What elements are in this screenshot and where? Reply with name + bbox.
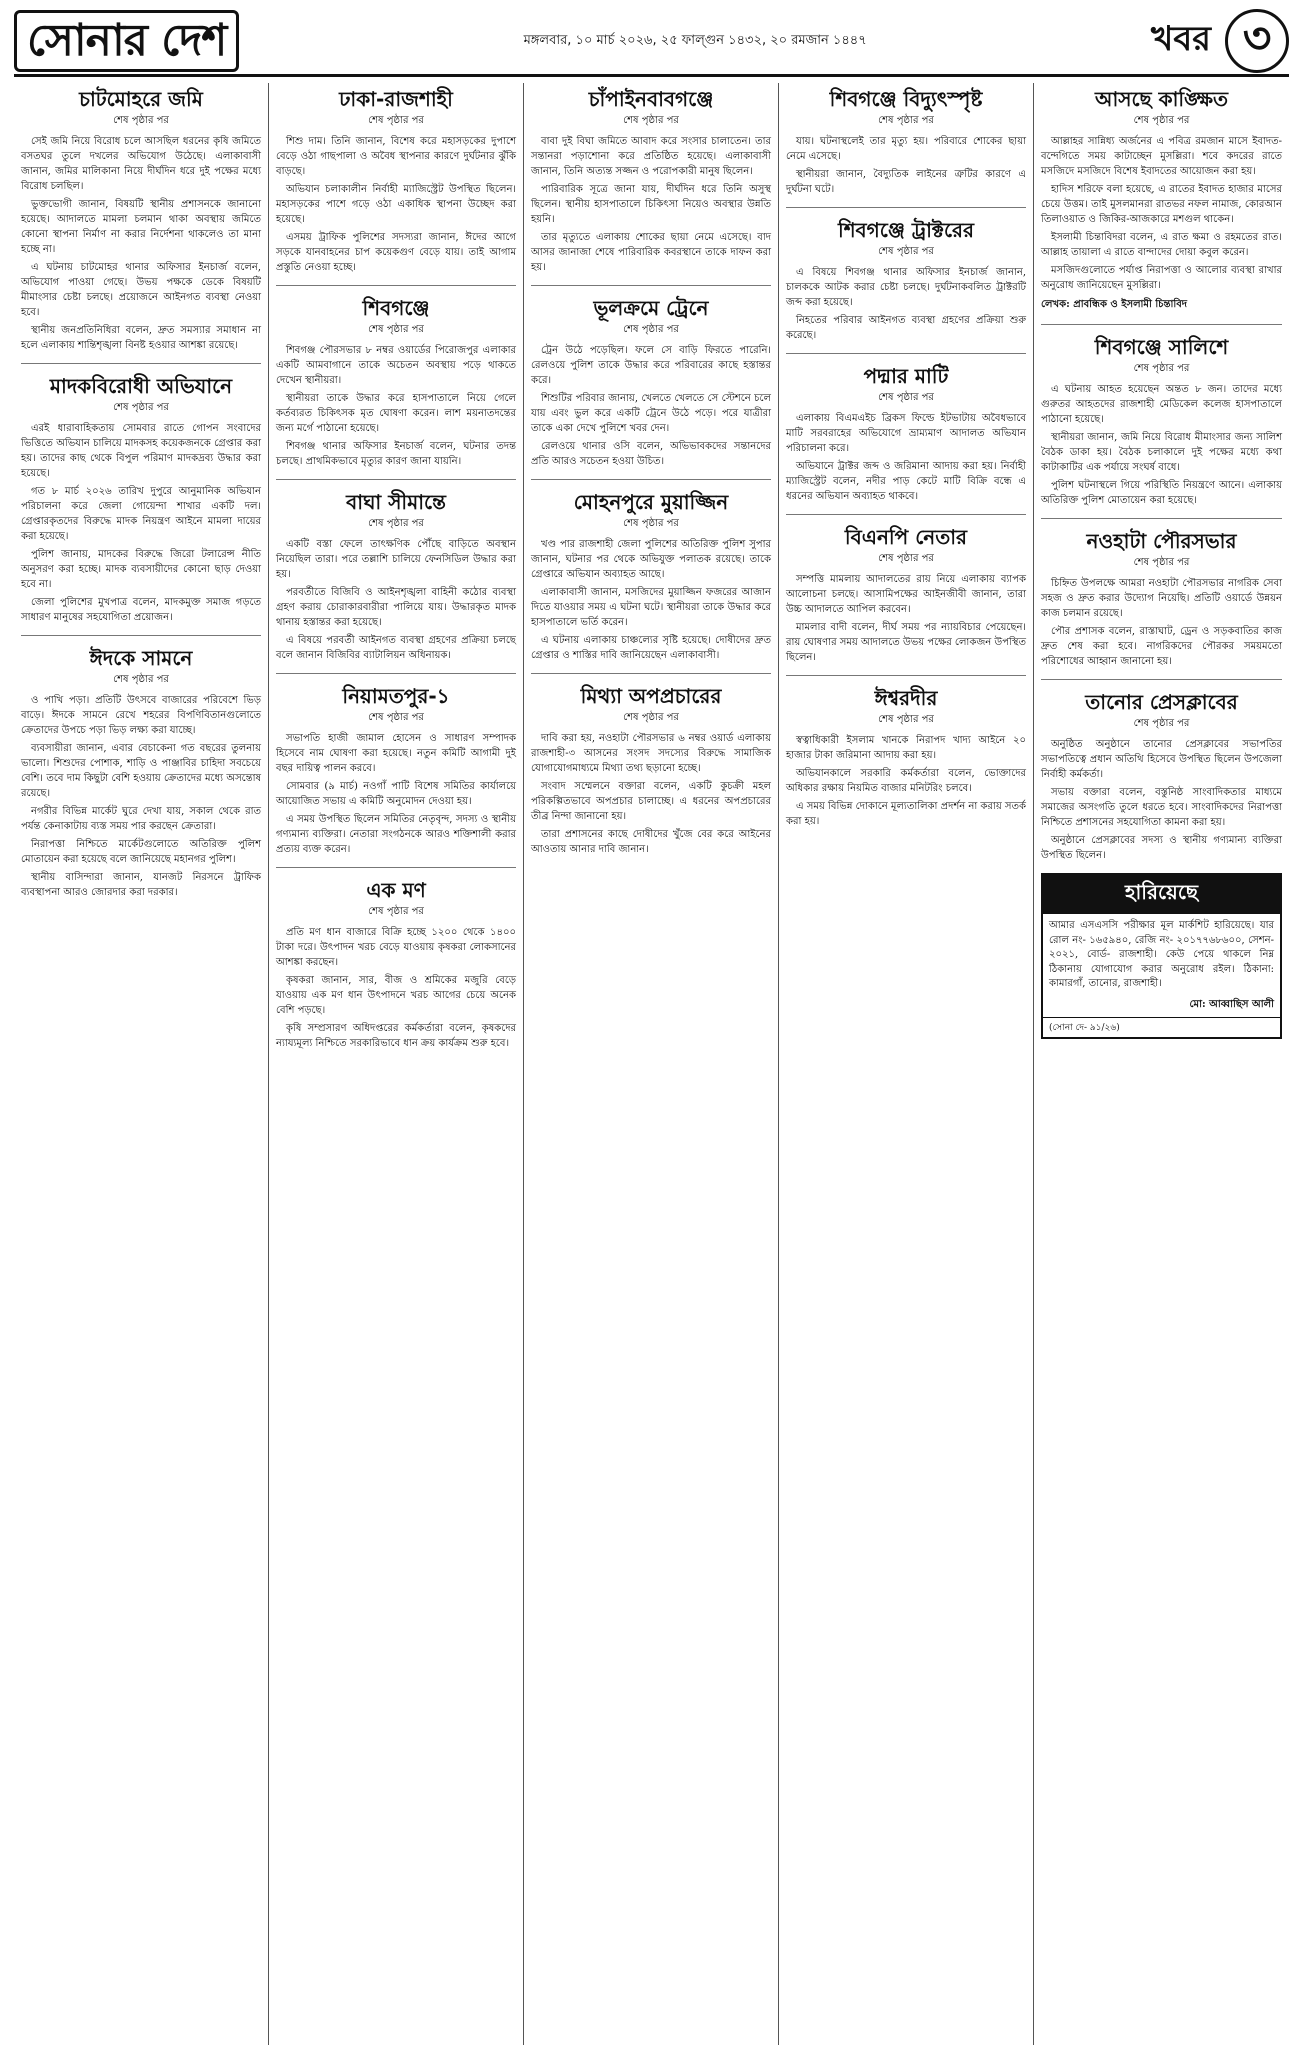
- news-story: [276, 479, 516, 663]
- story-paragraph: ভুক্তভোগী জানান, বিষয়টি স্থানীয় প্রশাসনকে জানানো হয়েছে। আদালতে মামলা চলমান থাকা অবস্থায় জমিতে কোনো স্থাপনা নির্মাণ না করার নির্দেশনা থাকলেও তা মানা হচ্ছে না।: [21, 199, 261, 255]
- story-continuation-label: শেষ পৃষ্ঠার পর: [113, 402, 169, 413]
- story-headline: বিএনপি নেতার: [844, 525, 968, 549]
- news-story: [531, 285, 771, 469]
- story-paragraph: এলাকাবাসী জানান, মসজিদের মুয়াজ্জিন ফজরের আজান দিতে যাওয়ার সময় এ ঘটনা ঘটে। স্থানীয়রা তাকে উদ্ধার করে হাসপাতালে ভর্তি করেন।: [531, 587, 771, 628]
- story-paragraph: অভিযানে ট্রাক্টর জব্দ ও জরিমানা আদায় করা হয়। নির্বাহী ম্যাজিস্ট্রেট বলেন, নদীর পাড় কেটে মাটি বিক্রি বন্ধে এ ধরনের অভিযান অব্যাহত থাকবে।: [786, 461, 1026, 502]
- story-body: [276, 134, 516, 275]
- story-headline: তানোর প্রেসক্লাবের: [1085, 690, 1238, 714]
- news-story: [1041, 679, 1282, 863]
- news-story: [276, 867, 516, 1051]
- story-paragraph: এ বিষয়ে শিবগঞ্জ থানার অফিসার ইনচার্জ জানান, চালককে আটক করার চেষ্টা চলছে। দুর্ঘটনাকবলিত ট্রাক্টরটি জব্দ করা হয়েছে।: [786, 267, 1026, 308]
- story-paragraph: শিবগঞ্জ থানার অফিসার ইনচার্জ বলেন, ঘটনার তদন্ত চলছে। প্রাথমিকভাবে মৃত্যুর কারণ জানা যায়নি।: [276, 441, 516, 467]
- story-paragraph: এ বিষয়ে পরবর্তী আইনগত ব্যবস্থা গ্রহণের প্রক্রিয়া চলছে বলে জানান বিজিবির ব্যাটালিয়ন অধিনায়ক।: [276, 635, 516, 661]
- story-body: [531, 134, 771, 275]
- story-paragraph: মামলার বাদী বলেন, দীর্ঘ সময় পর ন্যায়বিচার পেয়েছেন। রায় ঘোষণার সময় আদালতে উভয় পক্ষের লোকজন উপস্থিত ছিলেন।: [786, 622, 1026, 663]
- story-body: [786, 134, 1026, 197]
- story-body: [786, 572, 1026, 665]
- story-paragraph: এলাকায় বিএমএইচ ব্রিকস ফিল্ডে ইটভাটায় অবৈধভাবে মাটি সরবরাহের অভিযোগে ভ্রাম্যমাণ আদালত অভিযান পরিচালনা করে।: [786, 413, 1026, 454]
- story-body: [1041, 576, 1282, 669]
- story-headline: মোহনপুরে মুয়াজ্জিন: [573, 490, 729, 514]
- story-paragraph: ট্রেন উঠে পড়েছিল। ফলে সে বাড়ি ফিরতে পারেনি। রেলওয়ে পুলিশ তাকে উদ্ধার করে পরিবারের কাছে হস্তান্তর করে।: [531, 345, 771, 386]
- news-story: [786, 514, 1026, 665]
- story-paragraph: শিশু দাম। তিনি জানান, বিশেষ করে মহাসড়কের দুপাশে বেড়ে ওঠা গাছপালা ও অবৈধ স্থাপনার কারণে দুর্ঘটনার ঝুঁকি বাড়ছে।: [276, 136, 516, 177]
- story-continuation-label: শেষ পৃষ্ঠার পর: [368, 518, 424, 529]
- story-continuation-label: শেষ পৃষ্ঠার পর: [368, 712, 424, 723]
- story-paragraph: ও পাখি পড়া। প্রতিটি উৎসবে বাজারের পরিবেশে ভিড় বাড়ে। ঈদকে সামনে রেখে শহরের বিপণিবিতানগুলোতে ক্রেতাদের উপচে পড়া ভিড় লক্ষ্য করা যাচ্ছে।: [21, 695, 261, 736]
- story-body: [276, 343, 516, 469]
- story-paragraph: শিশুটির পরিবার জানায়, খেলতে খেলতে সে স্টেশনে চলে যায় এবং ভুল করে একটি ট্রেনে উঠে পড়ে। পরে যাত্রীরা তাকে একা দেখে পুলিশে খবর দেন।: [531, 393, 771, 434]
- story-headline: মিথ্যা অপপ্রচারের: [580, 684, 722, 708]
- story-paragraph: নিরাপত্তা নিশ্চিতে মার্কেটগুলোতে অতিরিক্ত পুলিশ মোতায়েন করা হয়েছে বলে জানিয়েছে মহানগর পুলিশ।: [21, 839, 261, 865]
- story-body: [786, 733, 1026, 829]
- column-5: [1034, 83, 1289, 2045]
- story-paragraph: সোমবার (৯ মার্চ) নওগাঁ পাটি বিশেষ সমিতির কার্যালয়ে আয়োজিত সভায় এ কমিটি অনুমোদন দেওয়া হয়।: [276, 781, 516, 807]
- story-paragraph: নিহতের পরিবার আইনগত ব্যবস্থা গ্রহণের প্রক্রিয়া শুরু করেছে।: [786, 315, 1026, 341]
- story-paragraph: সভাপতি হাজী জামাল হোসেন ও সাধারণ সম্পাদক হিসেবে নাম ঘোষণা করা হয়েছে। নতুন কমিটি আগামী দুই বছর দায়িত্ব পালন করবে।: [276, 733, 516, 774]
- story-body: [531, 537, 771, 663]
- story-continuation-label: শেষ পৃষ্ঠার পর: [623, 324, 679, 335]
- story-paragraph: একটি বস্তা ফেলে তাৎক্ষণিক পৌঁছে বাড়িতে অবস্থান নিয়েছিল তারা। পরে তল্লাশি চালিয়ে ফেনসিডিল উদ্ধার করা হয়।: [276, 539, 516, 580]
- story-headline: শিবগঞ্জে ট্রাক্টরের: [838, 218, 974, 242]
- story-headline: বাঘা সীমান্তে: [346, 490, 446, 514]
- story-paragraph: স্থানীয়রা জানান, বৈদ্যুতিক লাইনের ত্রুটির কারণে এ দুর্ঘটনা ঘটে।: [786, 169, 1026, 195]
- story-paragraph: অভিযানকালে সরকারি কর্মকর্তারা বলেন, ভোক্তাদের অধিকার রক্ষায় নিয়মিত বাজার মনিটরিং চলবে।: [786, 768, 1026, 794]
- story-paragraph: অভিযান চলাকালীন নির্বাহী ম্যাজিস্ট্রেট উপস্থিত ছিলেন। মহাসড়কের পাশে গড়ে ওঠা একাধিক স্থাপনা উচ্ছেদ করা হয়েছে।: [276, 184, 516, 225]
- story-paragraph: অনুষ্ঠানে প্রেসক্লাবের সদস্য ও স্থানীয় গণ্যমান্য ব্যক্তিরা উপস্থিত ছিলেন।: [1041, 835, 1282, 861]
- story-paragraph: এ সময় বিভিন্ন দোকানে মূল্যতালিকা প্রদর্শন না করায় সতর্ক করা হয়।: [786, 801, 1027, 827]
- story-paragraph: স্থানীয়রা তাকে উদ্ধার করে হাসপাতালে নিয়ে গেলে কর্তব্যরত চিকিৎসক মৃত ঘোষণা করেন। লাশ ময়নাতদন্তের জন্য মর্গে পাঠানো হয়েছে।: [276, 393, 516, 434]
- story-paragraph: সম্পত্তি মামলায় আদালতের রায় নিয়ে এলাকায় ব্যাপক আলোচনা চলছে। আসামিপক্ষের আইনজীবী জানান, তারা উচ্চ আদালতে আপিল করবেন।: [786, 574, 1026, 615]
- story-headline: শিবগঞ্জে সালিশে: [1094, 335, 1229, 359]
- story-paragraph: এ ঘটনায় চাটমোহর থানার অফিসার ইনচার্জ বলেন, অভিযোগ পাওয়া গেছে। উভয় পক্ষকে ডেকে বিষয়টি মীমাংসার চেষ্টা চলছে। প্রয়োজনে আইনগত ব্যবস্থা নেওয়া হবে।: [21, 262, 261, 318]
- lost-notice-title: হারিয়েছে: [1043, 875, 1280, 914]
- story-headline: আসছে কাঙ্ক্ষিত: [1094, 87, 1229, 111]
- story-paragraph: পরবর্তীতে বিজিবি ও আইনশৃঙ্খলা বাহিনী কঠোর ব্যবস্থা গ্রহণ করায় চোরাকারবারীরা পালিয়ে যায়। উদ্ধারকৃত মাদক থানায় হস্তান্তর করা হয়েছে।: [276, 587, 516, 628]
- story-continuation-label: শেষ পৃষ্ঠার পর: [113, 674, 169, 685]
- lost-notice-body: আমার এসএসসি পরীক্ষার মূল মার্কশিট হারিয়েছে। যার রোল নং- ১৬৫৯৪০, রেজি নং- ২০১৭৭৬৮৬০০, সেশন- ২০২১, বোর্ড- রাজশাহী। কেউ পেয়ে থাকলে নিম্ন ঠিকানায় যোগাযোগ করার অনুরোধ রইল। ঠিকানা: কামারগাঁ, তানোর, রাজশাহী।: [1049, 920, 1274, 989]
- story-paragraph: এ সময় উপস্থিত ছিলেন সমিতির নেতৃবৃন্দ, সদস্য ও স্থানীয় গণ্যমান্য ব্যক্তিরা। নেতারা সংগঠনকে আরও শক্তিশালী করার প্রত্যয় ব্যক্ত করেন।: [276, 814, 516, 855]
- story-paragraph: সভায় বক্তারা বলেন, বস্তুনিষ্ঠ সাংবাদিকতার মাধ্যমে সমাজের অসংগতি তুলে ধরতে হবে। সাংবাদিকদের নিরাপত্তা নিশ্চিতে প্রশাসনের সহযোগিতা কামনা করা হয়।: [1041, 787, 1282, 828]
- column-2: [269, 83, 524, 2045]
- story-paragraph: এ ঘটনায় এলাকায় চাঞ্চল্যের সৃষ্টি হয়েছে। দোষীদের দ্রুত গ্রেপ্তার ও শাস্তির দাবি জানিয়েছেন এলাকাবাসী।: [531, 635, 771, 661]
- story-continuation-label: শেষ পৃষ্ঠার পর: [878, 392, 934, 403]
- story-paragraph: শিবগঞ্জ পৌরসভার ৮ নম্বর ওয়ার্ডের পিরোজপুর এলাকার একটি আমবাগানে তাকে অচেতন অবস্থায় পড়ে থাকতে দেখেন স্থানীয়রা।: [276, 345, 516, 386]
- story-paragraph: যায়। ঘটনাস্থলেই তার মৃত্যু হয়। পরিবারে শোকের ছায়া নেমে এসেছে।: [786, 136, 1026, 162]
- story-paragraph: চিহ্নিত উপলক্ষে আমরা নওহাটা পৌরসভার নাগরিক সেবা সহজ ও দ্রুত করার উদ্যোগ নিয়েছি। প্রতিটি ওয়ার্ডে উন্নয়ন কাজ চলমান রয়েছে।: [1041, 578, 1282, 619]
- section-label: [1151, 9, 1289, 73]
- story-body: [1041, 382, 1282, 508]
- story-headline: নিয়ামতপুর-১: [342, 684, 450, 708]
- story-headline: পদ্মার মাটি: [863, 364, 949, 388]
- news-story: [21, 87, 261, 353]
- news-story: [1041, 87, 1282, 314]
- story-body: [786, 265, 1026, 343]
- story-headline: মাদকবিরোধী অভিযানে: [49, 374, 233, 398]
- story-headline: এক মণ: [366, 878, 426, 902]
- column-3: [524, 83, 779, 2045]
- news-story: [276, 673, 516, 857]
- story-paragraph: স্থানীয়রা জানান, জমি নিয়ে বিরোধ মীমাংসার জন্য সালিশ বৈঠক ডাকা হয়। বৈঠক চলাকালে দুই পক্ষের মধ্যে কথা কাটাকাটির এক পর্যায়ে সংঘর্ষ বাধে।: [1041, 432, 1282, 473]
- story-paragraph: গত ৮ মার্চ ২০২৬ তারিখ দুপুরে আনুমানিক অভিযান পরিচালনা করে জেলা গোয়েন্দা শাখার একটি দল। গ্রেপ্তারকৃতদের বিরুদ্ধে মাদক নিয়ন্ত্রণ আইনে মামলা দায়ের করা হয়েছে।: [21, 486, 261, 542]
- story-body: [1041, 134, 1282, 293]
- story-continuation-label: শেষ পৃষ্ঠার পর: [878, 115, 934, 126]
- story-body: [531, 731, 771, 857]
- lost-notice-signature: মো: আব্বাছিস আলী: [1189, 998, 1274, 1010]
- story-continuation-label: শেষ পৃষ্ঠার পর: [1133, 557, 1190, 568]
- story-paragraph: অনুষ্ঠিত অনুষ্ঠানে তানোর প্রেসক্লাবের সভাপতির সভাপতিত্বে প্রধান অতিথি হিসেবে উপস্থিত ছিলেন উপজেলা নির্বাহী কর্মকর্তা।: [1041, 739, 1282, 780]
- story-paragraph: রেলওয়ে থানার ওসি বলেন, অভিভাবকদের সন্তানদের প্রতি আরও সচেতন হওয়া উচিত।: [531, 441, 771, 467]
- story-continuation-label: শেষ পৃষ্ঠার পর: [623, 115, 679, 126]
- story-continuation-label: শেষ পৃষ্ঠার পর: [1133, 363, 1190, 374]
- news-story: [531, 479, 771, 663]
- story-paragraph: পারিবারিক সূত্রে জানা যায়, দীর্ঘদিন ধরে তিনি অসুস্থ ছিলেন। স্থানীয় হাসপাতালে চিকিৎসা নিয়েও অবস্থার উন্নতি হয়নি।: [531, 184, 771, 225]
- story-headline: শিবগঞ্জে: [362, 296, 430, 320]
- story-continuation-label: শেষ পৃষ্ঠার পর: [368, 115, 424, 126]
- story-continuation-label: শেষ পৃষ্ঠার পর: [1133, 115, 1190, 126]
- story-body: [276, 537, 516, 663]
- story-paragraph: এরই ধারাবাহিকতায় সোমবার রাতে গোপন সংবাদের ভিত্তিতে অভিযান চালিয়ে মাদকসহ কয়েকজনকে গ্রেপ্তার করা হয়। তাদের কাছ থেকে বিপুল পরিমাণ মাদকদ্রব্য উদ্ধার করা হয়েছে।: [21, 423, 261, 479]
- column-1: [14, 83, 269, 2045]
- story-continuation-label: শেষ পৃষ্ঠার পর: [878, 246, 934, 257]
- story-paragraph: তারা প্রশাসনের কাছে দোষীদের খুঁজে বের করে আইনের আওতায় আনার দাবি জানান।: [531, 829, 771, 855]
- story-continuation-label: শেষ পৃষ্ঠার পর: [368, 324, 424, 335]
- story-continuation-label: শেষ পৃষ্ঠার পর: [623, 518, 679, 529]
- news-story: [1041, 324, 1282, 508]
- lost-notice-footer: (সোনা দে- ৯১/২৬): [1043, 1017, 1280, 1037]
- news-story: [531, 87, 771, 275]
- story-body: [531, 343, 771, 469]
- story-headline: চাটমোহরে জমি: [79, 87, 203, 111]
- story-paragraph: হাদিস শরিফে বলা হয়েছে, এ রাতের ইবাদত হাজার মাসের চেয়ে উত্তম। তাই মুসলমানরা রাতভর নফল নামাজ, কোরআন তিলাওয়াত ও জিকির-আজকারে মশগুল থাকেন।: [1041, 184, 1282, 225]
- news-story: [786, 675, 1026, 829]
- story-paragraph: কৃষি সম্প্রসারণ অধিদপ্তরের কর্মকর্তারা বলেন, কৃষকদের ন্যায্যমূল্য নিশ্চিতে সরকারিভাবে ধান ক্রয় কার্যক্রম শুরু হবে।: [276, 1023, 516, 1049]
- story-headline: ঢাকা-রাজশাহী: [339, 87, 453, 111]
- story-continuation-label: শেষ পৃষ্ঠার পর: [623, 712, 679, 723]
- story-paragraph: পুলিশ ঘটনাস্থলে গিয়ে পরিস্থিতি নিয়ন্ত্রণে আনে। এলাকায় অতিরিক্ত পুলিশ মোতায়েন করা হয়েছে।: [1041, 480, 1282, 506]
- story-paragraph: জেলা পুলিশের মুখপাত্র বলেন, মাদকমুক্ত সমাজ গড়তে সাধারণ মানুষের সহযোগিতা প্রয়োজন।: [21, 597, 261, 623]
- story-paragraph: তার মৃত্যুতে এলাকায় শোকের ছায়া নেমে এসেছে। বাদ আসর জানাজা শেষে পারিবারিক কবরস্থানে তাকে দাফন করা হয়।: [531, 232, 771, 273]
- story-continuation-label: শেষ পৃষ্ঠার পর: [878, 553, 934, 564]
- column-5-stories: [1041, 87, 1282, 863]
- story-continuation-label: শেষ পৃষ্ঠার পর: [368, 906, 424, 917]
- news-story: [531, 673, 771, 857]
- story-paragraph: কৃষকরা জানান, সার, বীজ ও শ্রমিকের মজুরি বেড়ে যাওয়ায় এক মণ ধান উৎপাদনে খরচ আগের চেয়ে অনেক বেশি পড়ছে।: [276, 975, 516, 1016]
- story-paragraph: নগরীর বিভিন্ন মার্কেট ঘুরে দেখা যায়, সকাল থেকে রাত পর্যন্ত কেনাকাটায় ব্যস্ত সময় পার করছেন ক্রেতারা।: [21, 806, 261, 832]
- story-paragraph: স্থানীয় বাসিন্দারা জানান, যানজট নিরসনে ট্রাফিক ব্যবস্থাপনা আরও জোরদার করা দরকার।: [21, 872, 261, 898]
- story-headline: ঈশ্বরদীর: [874, 686, 938, 710]
- story-body: [21, 693, 261, 900]
- news-story: [786, 87, 1026, 197]
- lost-notice: [1041, 873, 1282, 1039]
- story-paragraph: ব্যবসায়ীরা জানান, এবার বেচাকেনা গত বছরের তুলনায় ভালো। শিশুদের পোশাক, শাড়ি ও পাঞ্জাবির চাহিদা সবচেয়ে বেশি। তবে দাম কিছুটা বেশি হওয়ায় ক্রেতাদের মধ্যে অসন্তোষ রয়েছে।: [21, 743, 261, 799]
- story-byline: লেখক: প্রাবন্ধিক ও ইসলামী চিন্তাবিদ: [1041, 299, 1188, 310]
- story-paragraph: দাবি করা হয়, নওহাটা পৌরসভার ৬ নম্বর ওয়ার্ড এলাকায় রাজশাহী-৩ আসনের সংসদ সদস্যের বিরুদ্ধে সামাজিক যোগাযোগমাধ্যমে মিথ্যা তথ্য ছড়ানো হচ্ছে।: [531, 733, 771, 774]
- story-headline: ভূলক্রমে ট্রেনে: [593, 296, 709, 320]
- story-paragraph: পুলিশ জানায়, মাদকের বিরুদ্ধে জিরো টলারেন্স নীতি অনুসরণ করা হচ্ছে। মাদক ব্যবসায়ীদের কোনো ছাড় দেওয়া হবে না।: [21, 549, 261, 590]
- story-paragraph: স্থানীয় জনপ্রতিনিধিরা বলেন, দ্রুত সমস্যার সমাধান না হলে এলাকায় শান্তিশৃঙ্খলা বিনষ্ট হওয়ার আশঙ্কা রয়েছে।: [21, 325, 261, 351]
- story-paragraph: পৌর প্রশাসক বলেন, রাস্তাঘাট, ড্রেন ও সড়কবাতির কাজ দ্রুত শেষ করা হবে। নাগরিকদের পৌরকর সময়মতো পরিশোধের আহ্বান জানানো হয়।: [1041, 626, 1282, 667]
- news-story: [276, 285, 516, 469]
- story-paragraph: বাবা দুই বিঘা জমিতে আবাদ করে সংসার চালাতেন। তার সন্তানরা পড়াশোনা করে প্রতিষ্ঠিত হয়েছে। এলাকাবাসী জানান, তিনি অত্যন্ত সজ্জন ও পরোপকারী মানুষ ছিলেন।: [531, 136, 771, 177]
- story-continuation-label: শেষ পৃষ্ঠার পর: [113, 115, 169, 126]
- story-paragraph: এ ঘটনায় আহত হয়েছেন অন্তত ৮ জন। তাদের মধ্যে গুরুতর আহতদের রাজশাহী মেডিকেল কলেজ হাসপাতালে পাঠানো হয়েছে।: [1041, 384, 1282, 425]
- story-headline: শিবগঞ্জে বিদ্যুৎস্পৃষ্ট: [829, 87, 983, 111]
- news-story: [21, 635, 261, 900]
- news-columns: [14, 83, 1289, 2045]
- story-headline: নওহাটা পৌরসভার: [1086, 529, 1237, 553]
- story-body: [276, 731, 516, 857]
- news-story: [1041, 518, 1282, 669]
- story-paragraph: আল্লাহর সান্নিধ্য অর্জনের এ পবিত্র রমজান মাসে ইবাদত-বন্দেগিতে সময় কাটাচ্ছেন মুসল্লিরা। শবে কদরের রাতে মসজিদে মসজিদে বিশেষ ইবাদতের আয়োজন করা হয়।: [1041, 136, 1282, 177]
- masthead: [14, 8, 1289, 77]
- story-paragraph: ইসলামী চিন্তাবিদরা বলেন, এ রাত ক্ষমা ও রহমতের রাত। আল্লাহ তায়ালা এ রাতে বান্দাদের দোয়া কবুল করেন।: [1041, 232, 1282, 258]
- story-headline: ঈদকে সামনে: [89, 646, 193, 670]
- story-paragraph: সেই জমি নিয়ে বিরোধ চলে আসছিল ধরনের কৃষি জমিতে বসতঘর তুলে দখলের অভিযোগ উঠেছে। এলাকাবাসী জানান, জমির মালিকানা নিয়ে দীর্ঘদিন ধরে দুই পক্ষের মধ্যে বিরোধ চলছিল।: [21, 136, 261, 192]
- newspaper-logo: সোনার দেশ: [14, 10, 239, 72]
- story-body: [1041, 737, 1282, 863]
- story-paragraph: স্বত্বাধিকারী ইসলাম খানকে নিরাপদ খাদ্য আইনে ২০ হাজার টাকা জরিমানা আদায় করা হয়।: [786, 735, 1026, 761]
- story-body: [276, 925, 516, 1051]
- news-story: [786, 207, 1026, 343]
- story-paragraph: মসজিদগুলোতে পর্যাপ্ত নিরাপত্তা ও আলোর ব্যবস্থা রাখার অনুরোধ জানিয়েছেন মুসল্লিরা।: [1041, 265, 1282, 291]
- page-number: ৩: [1225, 9, 1289, 73]
- dateline: মঙ্গলবার, ১০ মার্চ ২০২৬, ২৫ ফাল্গুন ১৪৩২, ২০ রমজান ১৪৪৭: [523, 32, 867, 48]
- story-paragraph: খণ্ড পার রাজশাহী জেলা পুলিশের অতিরিক্ত পুলিশ সুপার জানান, ঘটনার পর থেকে অভিযুক্ত পলাতক রয়েছে। তাকে গ্রেপ্তারে অভিযান অব্যাহত আছে।: [531, 539, 771, 580]
- story-continuation-label: শেষ পৃষ্ঠার পর: [1133, 718, 1190, 729]
- story-body: [786, 411, 1026, 504]
- story-continuation-label: শেষ পৃষ্ঠার পর: [878, 714, 934, 725]
- column-4: [779, 83, 1034, 2045]
- story-headline: চাঁপাইনবাবগঞ্জে: [588, 87, 714, 111]
- section-name: খবর: [1151, 18, 1211, 59]
- story-paragraph: প্রতি মণ ধান বাজারে বিক্রি হচ্ছে ১২০০ থেকে ১৪০০ টাকা দরে। উৎপাদন খরচ বেড়ে যাওয়ায় কৃষকরা লোকসানের আশঙ্কা করছেন।: [276, 927, 516, 968]
- news-story: [276, 87, 516, 275]
- story-paragraph: সংবাদ সম্মেলনে বক্তারা বলেন, একটি কুচক্রী মহল পরিকল্পিতভাবে অপপ্রচার চালাচ্ছে। এ ধরনের অপপ্রচারের তীব্র নিন্দা জানানো হয়।: [531, 781, 771, 822]
- story-body: [21, 421, 261, 625]
- news-story: [786, 353, 1026, 504]
- story-body: [21, 134, 261, 353]
- story-paragraph: এসময় ট্রাফিক পুলিশের সদস্যরা জানান, ঈদের আগে সড়কে যানবাহনের চাপ কয়েকগুণ বেড়ে যায়। তাই আগাম প্রস্তুতি নেওয়া হচ্ছে।: [276, 232, 516, 273]
- news-story: [21, 363, 261, 625]
